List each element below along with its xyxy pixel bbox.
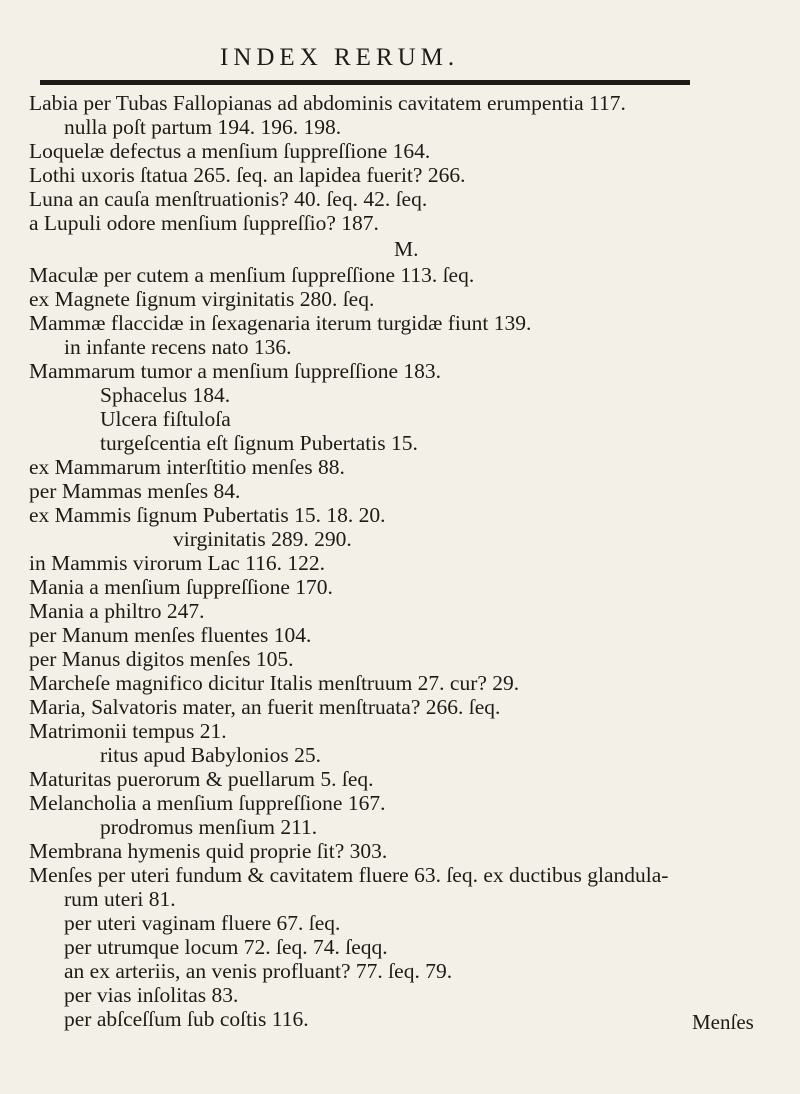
index-entry: in Mammis virorum Lac 116. 122. [29, 551, 325, 575]
index-entry: Marcheſe magnifico dicitur Italis menſtruum 27. cur? 29. [29, 671, 520, 695]
index-entry: a Lupuli odore menſium ſuppreſſio? 187. [29, 211, 379, 235]
index-entry: per Manum menſes fluentes 104. [29, 623, 312, 647]
index-entry: ex Magnete ſignum virginitatis 280. ſeq. [29, 287, 375, 311]
index-entry: prodromus menſium 211. [100, 815, 318, 839]
index-entry: ex Mammis ſignum Pubertatis 15. 18. 20. [29, 503, 386, 527]
index-entry: ex Mammarum interſtitio menſes 88. [29, 455, 345, 479]
index-entry: nulla poſt partum 194. 196. 198. [64, 115, 342, 139]
index-entry: Mammæ flaccidæ in ſexagenaria iterum turgidæ fiunt 139. [29, 311, 532, 335]
index-entry: Lothi uxoris ſtatua 265. ſeq. an lapidea fuerit? 266. [29, 163, 466, 187]
header-rule [40, 80, 690, 85]
index-entry: per uteri vaginam fluere 67. ſeq. [64, 911, 341, 935]
index-entry: per utrumque locum 72. ſeq. 74. ſeqq. [64, 935, 388, 959]
index-entry: Melancholia a menſium ſuppreſſione 167. [29, 791, 386, 815]
index-entry: ritus apud Babylonios 25. [100, 743, 321, 767]
index-entry: rum uteri 81. [64, 887, 176, 911]
index-entry: Loquelæ defectus a menſium ſuppreſſione 164. [29, 139, 431, 163]
index-entry: Maturitas puerorum & puellarum 5. ſeq. [29, 767, 374, 791]
index-entry: Matrimonii tempus 21. [29, 719, 227, 743]
index-entry: per Mammas menſes 84. [29, 479, 241, 503]
index-entry: in infante recens nato 136. [64, 335, 292, 359]
index-entry: Maculæ per cutem a menſium ſuppreſſione 113. ſeq. [29, 263, 475, 287]
index-entry: turgeſcentia eſt ſignum Pubertatis 15. [100, 431, 418, 455]
index-entry: Mania a menſium ſuppreſſione 170. [29, 575, 333, 599]
index-entry: Mania a philtro 247. [29, 599, 205, 623]
index-entry: Luna an cauſa menſtruationis? 40. ſeq. 42. ſeq. [29, 187, 428, 211]
index-entry: per abſceſſum ſub coſtis 116. [64, 1007, 309, 1031]
index-entry: an ex arteriis, an venis profluant? 77. ſeq. 79. [64, 959, 453, 983]
catchword: Menſes [692, 1010, 754, 1034]
index-entry: Mammarum tumor a menſium ſuppreſſione 183. [29, 359, 442, 383]
index-entry: Maria, Salvatoris mater, an fuerit menſtruata? 266. ſeq. [29, 695, 501, 719]
running-header: INDEX RERUM. [220, 44, 460, 71]
section-letter: M. [394, 237, 419, 261]
index-entry: Sphacelus 184. [100, 383, 231, 407]
index-entry: virginitatis 289. 290. [173, 527, 352, 551]
index-entry: per Manus digitos menſes 105. [29, 647, 294, 671]
index-entry: Menſes per uteri fundum & cavitatem fluere 63. ſeq. ex ductibus glandula- [29, 863, 669, 887]
index-entry: Labia per Tubas Fallopianas ad abdominis cavitatem erumpentia 117. [29, 91, 626, 115]
index-entry: Ulcera fiſtuloſa [100, 407, 231, 431]
index-entry: Membrana hymenis quid proprie ſit? 303. [29, 839, 388, 863]
index-entry: per vias inſolitas 83. [64, 983, 239, 1007]
